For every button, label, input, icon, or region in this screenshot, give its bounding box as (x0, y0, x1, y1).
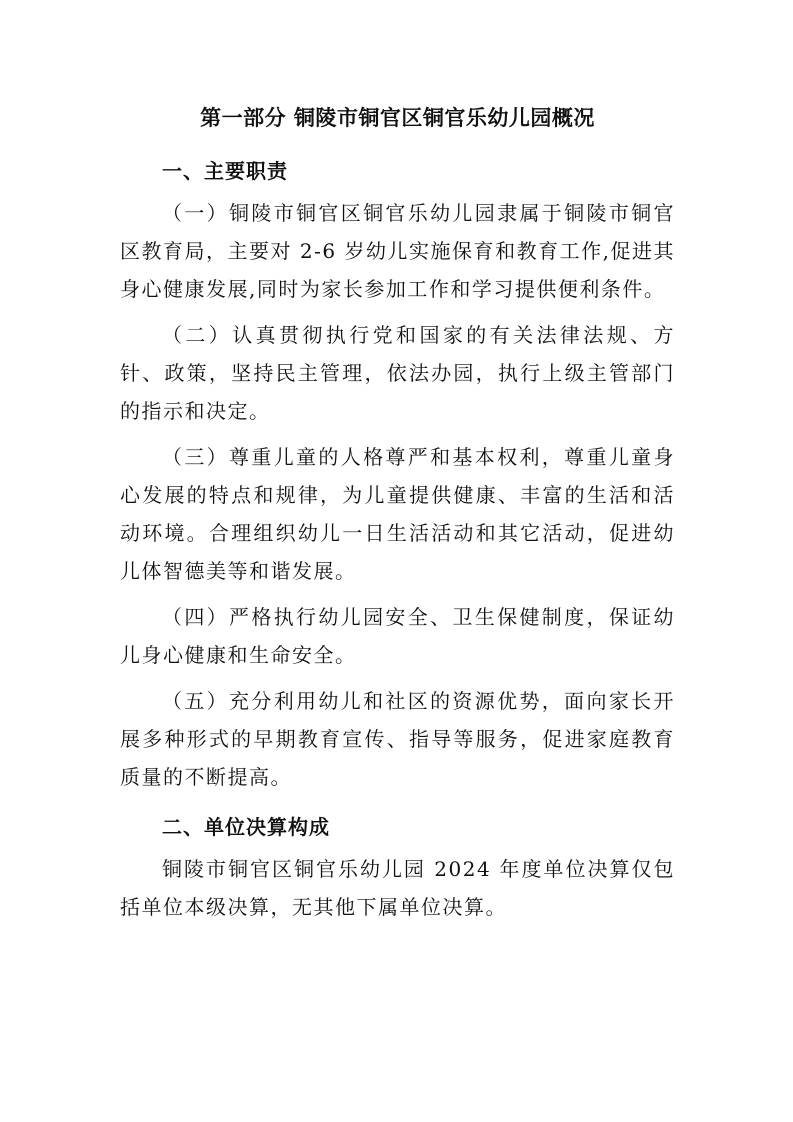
paragraph: 铜陵市铜官区铜官乐幼儿园 2024 年度单位决算仅包括单位本级决算，无其他下属单位决算。 (120, 857, 675, 919)
paragraph: （四）严格执行幼儿园安全、卫生保健制度，保证幼儿身心健康和生命安全。 (120, 605, 675, 667)
paragraph: （三）尊重儿童的人格尊严和基本权利，尊重儿童身心发展的特点和规律，为儿童提供健康、丰富的生活和活动环境。合理组织幼儿一日生活活动和其它活动，促进幼儿体智德美等和谐发展。 (120, 445, 675, 583)
section-main-duties (120, 148, 675, 796)
paragraph: （二）认真贯彻执行党和国家的有关法律法规、方针、政策，坚持民主管理，依法办园，执行上级主管部门的指示和决定。 (120, 323, 675, 423)
page-title: 第一部分 铜陵市铜官区铜官乐幼儿园概况 (200, 106, 595, 130)
section-heading: 一、主要职责 (162, 159, 288, 183)
paragraph: （一）铜陵市铜官区铜官乐幼儿园隶属于铜陵市铜官区教育局，主要对 2-6 岁幼儿实施保育和教育工作,促进其身心健康发展,同时为家长参加工作和学习提供便利条件。 (120, 201, 675, 301)
section-heading: 二、单位决算构成 (162, 815, 330, 839)
paragraph: （五）充分利用幼儿和社区的资源优势，面向家长开展多种形式的早期教育宣传、指导等服务，促进家庭教育质量的不断提高。 (120, 689, 675, 789)
section-unit-composition (120, 804, 675, 926)
